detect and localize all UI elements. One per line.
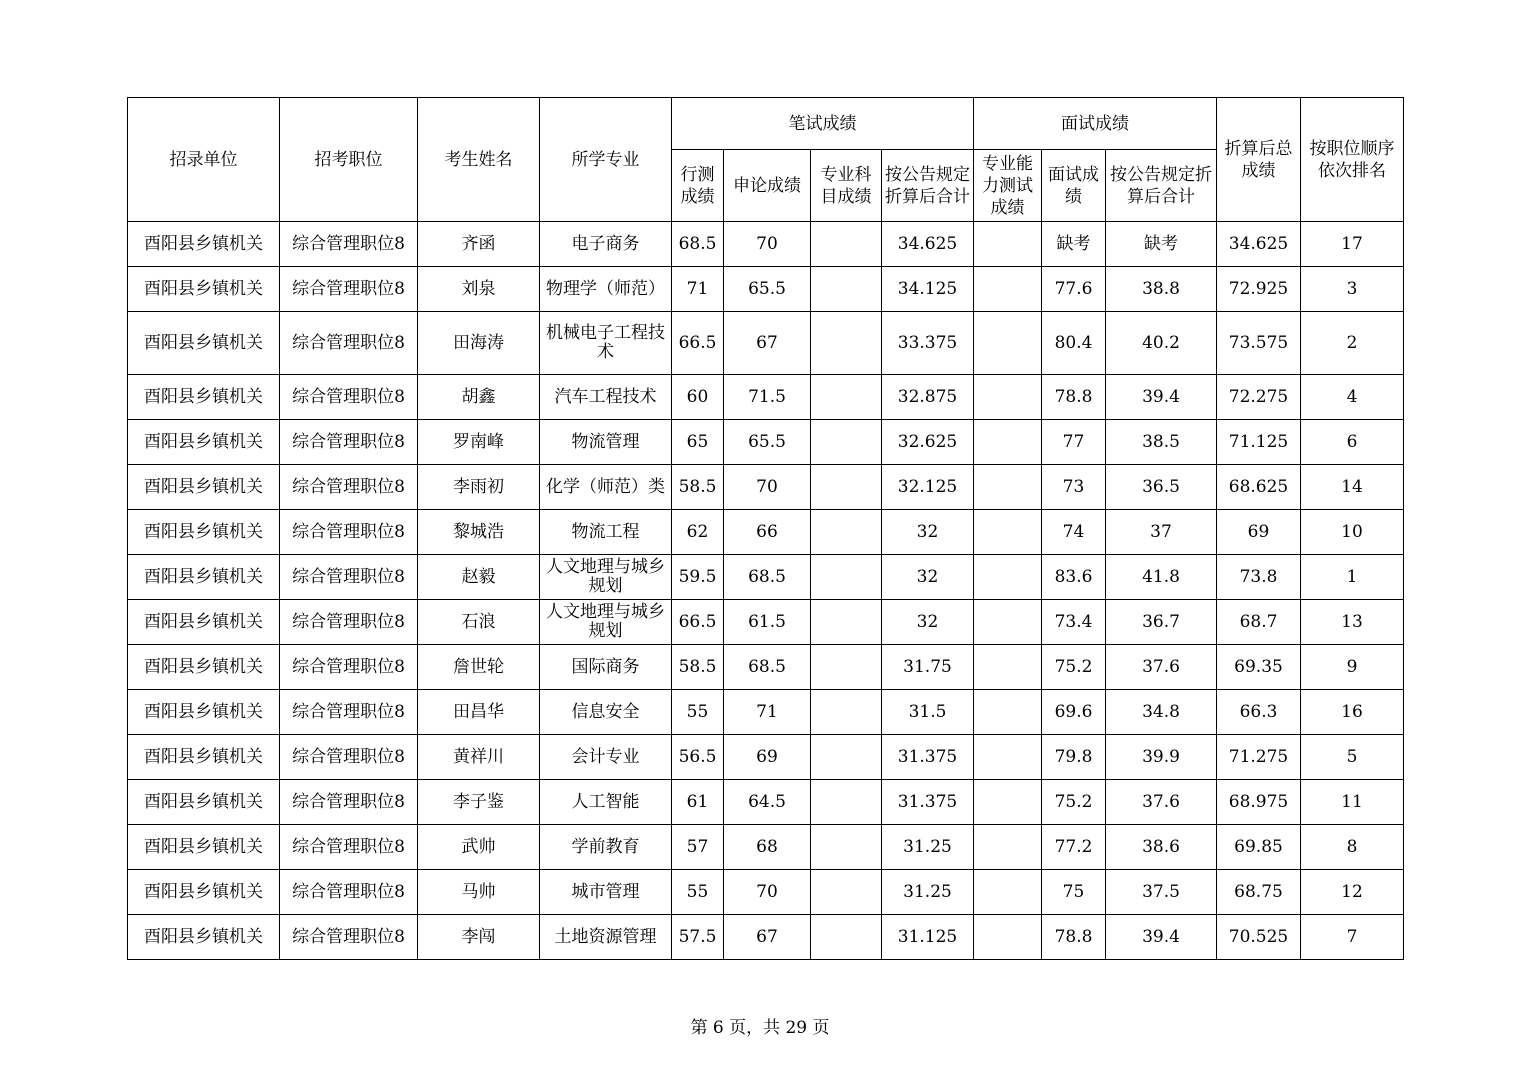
cell-shenlun: 71 <box>724 690 811 735</box>
cell-shenlun: 68.5 <box>724 555 811 600</box>
cell-name: 刘泉 <box>418 267 540 312</box>
cell-unit: 酉阳县乡镇机关 <box>128 555 280 600</box>
cell-ability <box>974 222 1042 267</box>
cell-unit: 酉阳县乡镇机关 <box>128 735 280 780</box>
cell-written-total: 32 <box>882 555 974 600</box>
cell-interview-total: 37.6 <box>1106 780 1217 825</box>
cell-ability <box>974 555 1042 600</box>
cell-rank: 14 <box>1301 465 1404 510</box>
cell-ability <box>974 465 1042 510</box>
cell-shenlun: 67 <box>724 915 811 960</box>
cell-xingce: 60 <box>672 375 724 420</box>
cell-xingce: 58.5 <box>672 465 724 510</box>
cell-name: 胡鑫 <box>418 375 540 420</box>
cell-written-total: 32 <box>882 510 974 555</box>
cell-xingce: 61 <box>672 780 724 825</box>
cell-position: 综合管理职位8 <box>280 375 418 420</box>
cell-shenlun: 68.5 <box>724 645 811 690</box>
cell-unit: 酉阳县乡镇机关 <box>128 780 280 825</box>
cell-xingce: 68.5 <box>672 222 724 267</box>
cell-position: 综合管理职位8 <box>280 312 418 375</box>
cell-unit: 酉阳县乡镇机关 <box>128 870 280 915</box>
table-row <box>128 870 1404 915</box>
cell-name: 齐函 <box>418 222 540 267</box>
cell-written-total: 34.125 <box>882 267 974 312</box>
cell-interview-total: 38.5 <box>1106 420 1217 465</box>
cell-written-total: 32.875 <box>882 375 974 420</box>
cell-written-total: 31.25 <box>882 870 974 915</box>
cell-total: 69.35 <box>1217 645 1301 690</box>
cell-interview-total: 39.4 <box>1106 915 1217 960</box>
cell-ability <box>974 780 1042 825</box>
cell-unit: 酉阳县乡镇机关 <box>128 600 280 645</box>
cell-ability <box>974 510 1042 555</box>
cell-rank: 17 <box>1301 222 1404 267</box>
cell-written-total: 33.375 <box>882 312 974 375</box>
cell-position: 综合管理职位8 <box>280 510 418 555</box>
cell-professional <box>811 465 882 510</box>
cell-interview-total: 39.4 <box>1106 375 1217 420</box>
table-row <box>128 690 1404 735</box>
cell-major: 人工智能 <box>540 780 672 825</box>
header-interview-ability: 专业能力测试成绩 <box>974 150 1042 222</box>
cell-interview: 77 <box>1042 420 1106 465</box>
header-written-shenlun: 申论成绩 <box>724 150 811 222</box>
cell-interview-total: 38.8 <box>1106 267 1217 312</box>
cell-professional <box>811 780 882 825</box>
cell-name: 田海涛 <box>418 312 540 375</box>
cell-professional <box>811 510 882 555</box>
cell-written-total: 32.625 <box>882 420 974 465</box>
cell-xingce: 62 <box>672 510 724 555</box>
cell-professional <box>811 825 882 870</box>
cell-written-total: 32 <box>882 600 974 645</box>
cell-name: 黎城浩 <box>418 510 540 555</box>
table-row <box>128 555 1404 600</box>
cell-interview: 75.2 <box>1042 645 1106 690</box>
cell-written-total: 34.625 <box>882 222 974 267</box>
cell-major: 物理学（师范） <box>540 267 672 312</box>
cell-written-total: 32.125 <box>882 465 974 510</box>
cell-position: 综合管理职位8 <box>280 645 418 690</box>
cell-position: 综合管理职位8 <box>280 420 418 465</box>
cell-shenlun: 68 <box>724 825 811 870</box>
table-row <box>128 915 1404 960</box>
cell-ability <box>974 825 1042 870</box>
cell-shenlun: 70 <box>724 870 811 915</box>
cell-rank: 8 <box>1301 825 1404 870</box>
cell-position: 综合管理职位8 <box>280 465 418 510</box>
cell-written-total: 31.125 <box>882 915 974 960</box>
cell-unit: 酉阳县乡镇机关 <box>128 267 280 312</box>
cell-professional <box>811 555 882 600</box>
table-row <box>128 222 1404 267</box>
cell-interview: 73 <box>1042 465 1106 510</box>
cell-total: 71.275 <box>1217 735 1301 780</box>
cell-xingce: 57 <box>672 825 724 870</box>
cell-unit: 酉阳县乡镇机关 <box>128 420 280 465</box>
cell-xingce: 71 <box>672 267 724 312</box>
table-row <box>128 375 1404 420</box>
table-row <box>128 735 1404 780</box>
cell-unit: 酉阳县乡镇机关 <box>128 825 280 870</box>
cell-xingce: 65 <box>672 420 724 465</box>
cell-major: 人文地理与城乡规划 <box>540 600 672 645</box>
table-row <box>128 267 1404 312</box>
cell-interview-total: 36.5 <box>1106 465 1217 510</box>
cell-unit: 酉阳县乡镇机关 <box>128 690 280 735</box>
cell-xingce: 55 <box>672 870 724 915</box>
cell-total: 68.75 <box>1217 870 1301 915</box>
cell-interview: 75 <box>1042 870 1106 915</box>
cell-xingce: 57.5 <box>672 915 724 960</box>
cell-professional <box>811 915 882 960</box>
cell-interview: 69.6 <box>1042 690 1106 735</box>
cell-professional <box>811 690 882 735</box>
table-row <box>128 645 1404 690</box>
cell-professional <box>811 645 882 690</box>
cell-interview-total: 37.6 <box>1106 645 1217 690</box>
cell-total: 73.575 <box>1217 312 1301 375</box>
cell-rank: 16 <box>1301 690 1404 735</box>
cell-ability <box>974 915 1042 960</box>
cell-shenlun: 71.5 <box>724 375 811 420</box>
cell-interview: 77.2 <box>1042 825 1106 870</box>
cell-unit: 酉阳县乡镇机关 <box>128 510 280 555</box>
cell-total: 69 <box>1217 510 1301 555</box>
cell-rank: 2 <box>1301 312 1404 375</box>
cell-written-total: 31.75 <box>882 645 974 690</box>
cell-professional <box>811 222 882 267</box>
cell-ability <box>974 600 1042 645</box>
cell-name: 武帅 <box>418 825 540 870</box>
cell-total: 69.85 <box>1217 825 1301 870</box>
cell-interview: 73.4 <box>1042 600 1106 645</box>
cell-total: 70.525 <box>1217 915 1301 960</box>
cell-xingce: 66.5 <box>672 312 724 375</box>
cell-total: 73.8 <box>1217 555 1301 600</box>
cell-total: 66.3 <box>1217 690 1301 735</box>
cell-major: 电子商务 <box>540 222 672 267</box>
cell-major: 会计专业 <box>540 735 672 780</box>
cell-rank: 1 <box>1301 555 1404 600</box>
cell-interview: 78.8 <box>1042 375 1106 420</box>
cell-shenlun: 65.5 <box>724 267 811 312</box>
header-row-1 <box>128 98 1404 150</box>
header-name: 考生姓名 <box>418 98 540 222</box>
cell-name: 黄祥川 <box>418 735 540 780</box>
header-interview-group: 面试成绩 <box>974 98 1217 150</box>
table-row <box>128 510 1404 555</box>
table-row <box>128 312 1404 375</box>
cell-position: 综合管理职位8 <box>280 735 418 780</box>
cell-interview: 80.4 <box>1042 312 1106 375</box>
cell-interview: 83.6 <box>1042 555 1106 600</box>
cell-name: 马帅 <box>418 870 540 915</box>
cell-name: 赵毅 <box>418 555 540 600</box>
cell-name: 詹世轮 <box>418 645 540 690</box>
cell-rank: 6 <box>1301 420 1404 465</box>
cell-position: 综合管理职位8 <box>280 870 418 915</box>
cell-professional <box>811 600 882 645</box>
cell-written-total: 31.375 <box>882 735 974 780</box>
cell-interview-total: 34.8 <box>1106 690 1217 735</box>
score-table <box>127 97 1404 960</box>
cell-position: 综合管理职位8 <box>280 825 418 870</box>
cell-rank: 4 <box>1301 375 1404 420</box>
cell-shenlun: 61.5 <box>724 600 811 645</box>
cell-interview-total: 37.5 <box>1106 870 1217 915</box>
cell-professional <box>811 267 882 312</box>
cell-xingce: 58.5 <box>672 645 724 690</box>
cell-interview: 75.2 <box>1042 780 1106 825</box>
cell-position: 综合管理职位8 <box>280 780 418 825</box>
cell-rank: 3 <box>1301 267 1404 312</box>
header-total: 折算后总成绩 <box>1217 98 1301 222</box>
cell-major: 汽车工程技术 <box>540 375 672 420</box>
cell-interview-total: 40.2 <box>1106 312 1217 375</box>
cell-interview-total: 37 <box>1106 510 1217 555</box>
cell-major: 化学（师范）类 <box>540 465 672 510</box>
cell-ability <box>974 312 1042 375</box>
cell-ability <box>974 690 1042 735</box>
cell-xingce: 59.5 <box>672 555 724 600</box>
cell-unit: 酉阳县乡镇机关 <box>128 645 280 690</box>
cell-position: 综合管理职位8 <box>280 222 418 267</box>
cell-rank: 12 <box>1301 870 1404 915</box>
page-footer: 第 6 页，共 29 页 <box>690 1018 830 1038</box>
cell-interview: 79.8 <box>1042 735 1106 780</box>
cell-professional <box>811 735 882 780</box>
cell-ability <box>974 735 1042 780</box>
cell-shenlun: 67 <box>724 312 811 375</box>
cell-position: 综合管理职位8 <box>280 600 418 645</box>
table-row <box>128 780 1404 825</box>
cell-written-total: 31.375 <box>882 780 974 825</box>
cell-total: 72.925 <box>1217 267 1301 312</box>
header-position: 招考职位 <box>280 98 418 222</box>
cell-professional <box>811 870 882 915</box>
cell-rank: 13 <box>1301 600 1404 645</box>
cell-major: 城市管理 <box>540 870 672 915</box>
cell-major: 学前教育 <box>540 825 672 870</box>
table-row <box>128 600 1404 645</box>
cell-position: 综合管理职位8 <box>280 555 418 600</box>
cell-name: 田昌华 <box>418 690 540 735</box>
cell-ability <box>974 267 1042 312</box>
table-row <box>128 420 1404 465</box>
cell-interview-total: 36.7 <box>1106 600 1217 645</box>
cell-ability <box>974 645 1042 690</box>
header-written-xingce: 行测成绩 <box>672 150 724 222</box>
cell-rank: 10 <box>1301 510 1404 555</box>
cell-ability <box>974 870 1042 915</box>
cell-unit: 酉阳县乡镇机关 <box>128 222 280 267</box>
cell-interview: 缺考 <box>1042 222 1106 267</box>
header-rank: 按职位顺序依次排名 <box>1301 98 1404 222</box>
cell-xingce: 66.5 <box>672 600 724 645</box>
header-written-professional: 专业科目成绩 <box>811 150 882 222</box>
cell-name: 李闯 <box>418 915 540 960</box>
header-unit: 招录单位 <box>128 98 280 222</box>
cell-major: 土地资源管理 <box>540 915 672 960</box>
cell-shenlun: 70 <box>724 222 811 267</box>
cell-major: 国际商务 <box>540 645 672 690</box>
header-written-converted: 按公告规定折算后合计 <box>882 150 974 222</box>
cell-xingce: 56.5 <box>672 735 724 780</box>
cell-rank: 7 <box>1301 915 1404 960</box>
header-interview-score: 面试成绩 <box>1042 150 1106 222</box>
header-written-group: 笔试成绩 <box>672 98 974 150</box>
cell-interview: 78.8 <box>1042 915 1106 960</box>
cell-shenlun: 70 <box>724 465 811 510</box>
cell-interview-total: 39.9 <box>1106 735 1217 780</box>
cell-professional <box>811 312 882 375</box>
cell-position: 综合管理职位8 <box>280 690 418 735</box>
cell-interview-total: 缺考 <box>1106 222 1217 267</box>
cell-total: 34.625 <box>1217 222 1301 267</box>
table-row <box>128 825 1404 870</box>
cell-name: 李雨初 <box>418 465 540 510</box>
cell-rank: 11 <box>1301 780 1404 825</box>
cell-ability <box>974 375 1042 420</box>
cell-total: 68.625 <box>1217 465 1301 510</box>
cell-written-total: 31.25 <box>882 825 974 870</box>
cell-major: 信息安全 <box>540 690 672 735</box>
cell-major: 物流工程 <box>540 510 672 555</box>
cell-professional <box>811 375 882 420</box>
cell-unit: 酉阳县乡镇机关 <box>128 465 280 510</box>
cell-shenlun: 65.5 <box>724 420 811 465</box>
cell-total: 68.7 <box>1217 600 1301 645</box>
cell-written-total: 31.5 <box>882 690 974 735</box>
cell-unit: 酉阳县乡镇机关 <box>128 312 280 375</box>
cell-name: 石浪 <box>418 600 540 645</box>
cell-position: 综合管理职位8 <box>280 915 418 960</box>
cell-xingce: 55 <box>672 690 724 735</box>
cell-rank: 9 <box>1301 645 1404 690</box>
cell-name: 罗南峰 <box>418 420 540 465</box>
cell-total: 71.125 <box>1217 420 1301 465</box>
header-major: 所学专业 <box>540 98 672 222</box>
cell-shenlun: 64.5 <box>724 780 811 825</box>
cell-unit: 酉阳县乡镇机关 <box>128 915 280 960</box>
cell-interview-total: 41.8 <box>1106 555 1217 600</box>
cell-unit: 酉阳县乡镇机关 <box>128 375 280 420</box>
cell-rank: 5 <box>1301 735 1404 780</box>
cell-interview: 74 <box>1042 510 1106 555</box>
cell-shenlun: 66 <box>724 510 811 555</box>
cell-name: 李子鉴 <box>418 780 540 825</box>
cell-major: 人文地理与城乡规划 <box>540 555 672 600</box>
cell-shenlun: 69 <box>724 735 811 780</box>
cell-position: 综合管理职位8 <box>280 267 418 312</box>
table-row <box>128 465 1404 510</box>
cell-ability <box>974 420 1042 465</box>
cell-major: 机械电子工程技术 <box>540 312 672 375</box>
cell-interview-total: 38.6 <box>1106 825 1217 870</box>
cell-interview: 77.6 <box>1042 267 1106 312</box>
cell-major: 物流管理 <box>540 420 672 465</box>
cell-total: 72.275 <box>1217 375 1301 420</box>
header-interview-converted: 按公告规定折算后合计 <box>1106 150 1217 222</box>
cell-total: 68.975 <box>1217 780 1301 825</box>
cell-professional <box>811 420 882 465</box>
